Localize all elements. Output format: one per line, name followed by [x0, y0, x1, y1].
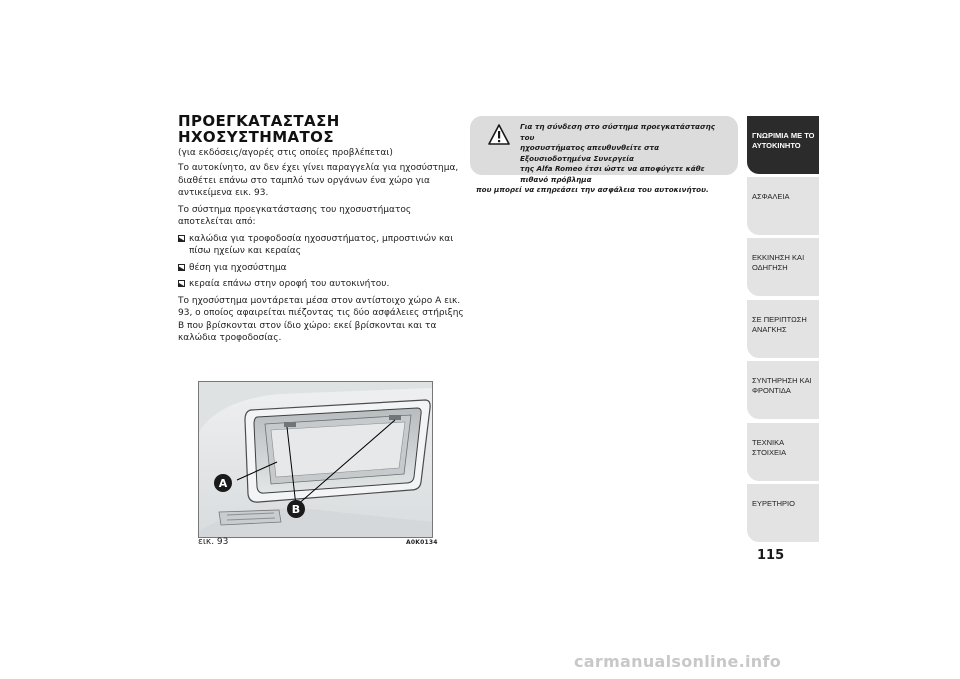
figure-caption: εικ. 93 [198, 537, 229, 547]
installation-paragraph: Το ηχοσύστημα μοντάρεται μέσα στον αντίστοιχο χώρο A εικ. 93, ο οποίος αφαιρείται πιέζοντας τις δύο ασφάλειες στήριξης B που βρίσκονται στον ίδιο χώρο: εκεί βρίσκονται και τα καλώδια τροφοδοσίας. [178, 295, 464, 343]
components-list [178, 233, 468, 291]
tab-technical-data[interactable]: ΤΕΧΝΙΚΑ ΣΤΟΙΧΕΙΑ [747, 423, 819, 481]
section-title: ΠΡΟΕΓΚΑΤΑΣΤΑΣΗ ΗΧΟΣΥΣΤΗΜΑΤΟΣ [178, 112, 340, 146]
tab-getting-to-know-car[interactable]: ΓΝΩΡΙΜΙΑ ΜΕ ΤΟ ΑΥΤΟΚΙΝΗΤΟ [747, 116, 819, 174]
tab-starting-driving[interactable]: ΕΚΚΙΝΗΣΗ ΚΑΙ ΟΔΗΓΗΣΗ [747, 238, 819, 296]
callout-b-label: B [291, 503, 301, 516]
intro-paragraph: Το αυτοκίνητο, αν δεν έχει γίνει παραγγελία για ηχοσύστημα, διαθέτει επάνω στο ταμπλό των οργάνων ένα χώρο για αντικείμενα εικ. 93. [178, 163, 459, 198]
checkbox-bullet-icon [178, 235, 185, 242]
tab-index[interactable]: ΕΥΡΕΤΗΡΙΟ [747, 484, 819, 542]
warning-box [470, 116, 738, 194]
dashboard-compartment-drawing [199, 382, 432, 537]
tab-emergency[interactable]: ΣΕ ΠΕΡΙΠΤΩΣΗ ΑΝΑΓΚΗΣ [747, 300, 819, 358]
figure-93-illustration [198, 381, 433, 538]
page-number: 115 [757, 548, 785, 563]
warning-line: ηχοσυστήματος απευθυνθείτε στα Εξουσιοδοτημένα Συνεργεία [520, 143, 660, 163]
warning-line: της Alfa Romeo έτσι ώστε να αποφύγετε κάθε πιθανό πρόβλημα [520, 164, 705, 184]
checkbox-bullet-icon [178, 280, 185, 287]
list-item: καλώδια για τροφοδοσία ηχοσυστήματος, μπροστινών και πίσω ηχείων και κεραίας [178, 233, 468, 258]
section-subtitle: (για εκδόσεις/αγορές στις οποίες προβλέπεται) [178, 148, 393, 158]
list-item: κεραία επάνω στην οροφή του αυτοκινήτου. [178, 278, 468, 291]
list-item: θέση για ηχοσύστημα [178, 262, 468, 275]
components-intro: Το σύστημα προεγκατάστασης του ηχοσυστήματος αποτελείται από: [178, 204, 412, 227]
warning-line: που μπορεί να επηρεάσει την ασφάλεια του αυτοκινήτου. [476, 185, 709, 194]
figure-code: A0K0134 [406, 539, 438, 546]
tab-maintenance-care[interactable]: ΣΥΝΤΗΡΗΣΗ ΚΑΙ ΦΡΟΝΤΙΔΑ [747, 361, 819, 419]
checkbox-bullet-icon [178, 264, 185, 271]
warning-line: Για τη σύνδεση στο σύστημα προεγκατάστασης του [520, 122, 715, 142]
section-content [178, 113, 468, 349]
warning-text [476, 122, 731, 196]
watermark-text: carmanualsonline.info [574, 652, 782, 671]
callout-a-label: A [218, 477, 228, 490]
tab-safety[interactable]: ΑΣΦΑΛΕΙΑ [747, 177, 819, 235]
